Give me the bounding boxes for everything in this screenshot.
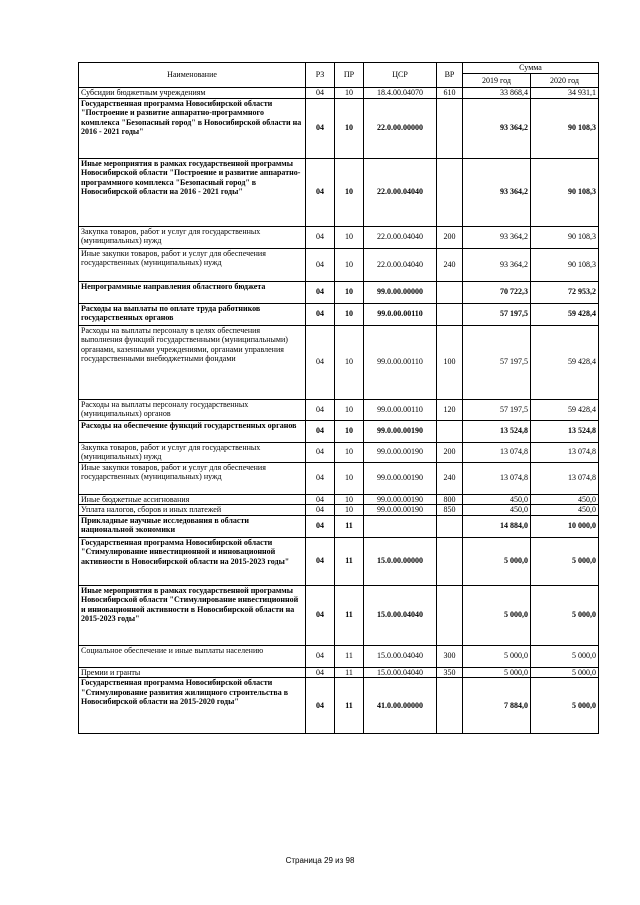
row-sum-2020: 5 000,0 — [531, 645, 599, 667]
row-pr: 10 — [335, 420, 364, 442]
row-csr: 22.0.00.04040 — [364, 226, 437, 248]
row-sum-2019: 70 722,3 — [463, 281, 531, 303]
row-name: Иные закупки товаров, работ и услуг для обеспечения государственных (муниципальных) нужд — [79, 462, 306, 494]
table-row — [79, 442, 599, 462]
row-sum-2019: 450,0 — [463, 494, 531, 505]
row-vr — [437, 515, 463, 537]
row-pr: 10 — [335, 226, 364, 248]
row-sum-2020: 450,0 — [531, 505, 599, 516]
table-header — [79, 63, 599, 88]
row-vr — [437, 585, 463, 645]
row-pr: 10 — [335, 158, 364, 226]
row-rz: 04 — [306, 88, 335, 99]
row-sum-2019: 5 000,0 — [463, 585, 531, 645]
row-sum-2019: 57 197,5 — [463, 399, 531, 420]
row-csr: 99.0.00.00190 — [364, 442, 437, 462]
row-name: Социальное обеспечение и иные выплаты населению — [79, 645, 306, 667]
row-pr: 11 — [335, 667, 364, 678]
header-2019: 2019 год — [463, 74, 531, 88]
row-pr: 10 — [335, 505, 364, 516]
row-name: Расходы на обеспечение функций государственных органов — [79, 420, 306, 442]
table-row — [79, 98, 599, 158]
header-sum: Сумма — [463, 63, 599, 74]
row-rz: 04 — [306, 303, 335, 325]
table-row — [79, 325, 599, 399]
row-sum-2020: 13 074,8 — [531, 442, 599, 462]
row-vr: 200 — [437, 226, 463, 248]
row-sum-2020: 5 000,0 — [531, 667, 599, 678]
row-csr: 99.0.00.00000 — [364, 281, 437, 303]
row-vr: 200 — [437, 442, 463, 462]
row-pr: 10 — [335, 494, 364, 505]
row-sum-2020: 5 000,0 — [531, 537, 599, 585]
row-csr: 15.0.00.04040 — [364, 645, 437, 667]
row-name: Непрограммные направления областного бюджета — [79, 281, 306, 303]
table-row — [79, 678, 599, 734]
row-name: Государственная программа Новосибирской области "Стимулирование развития жилищного строительства в Новосибирской области на 2015-2020 годы" — [79, 678, 306, 734]
table-row — [79, 505, 599, 516]
row-csr: 22.0.00.00000 — [364, 98, 437, 158]
row-csr: 99.0.00.00190 — [364, 420, 437, 442]
row-sum-2020: 59 428,4 — [531, 303, 599, 325]
row-sum-2020: 34 931,1 — [531, 88, 599, 99]
row-vr — [437, 303, 463, 325]
table-row — [79, 281, 599, 303]
row-sum-2020: 13 074,8 — [531, 462, 599, 494]
row-rz: 04 — [306, 505, 335, 516]
row-sum-2019: 7 884,0 — [463, 678, 531, 734]
row-vr — [437, 98, 463, 158]
row-rz: 04 — [306, 462, 335, 494]
row-vr — [437, 281, 463, 303]
header-2020: 2020 год — [531, 74, 599, 88]
row-vr: 850 — [437, 505, 463, 516]
row-vr — [437, 158, 463, 226]
header-name: Наименование — [79, 63, 306, 88]
table-row — [79, 515, 599, 537]
row-vr: 800 — [437, 494, 463, 505]
row-sum-2020: 90 108,3 — [531, 248, 599, 281]
table-row — [79, 226, 599, 248]
row-csr: 15.0.00.04040 — [364, 585, 437, 645]
row-pr: 10 — [335, 281, 364, 303]
row-name: Субсидии бюджетным учреждениям — [79, 88, 306, 99]
table-row — [79, 494, 599, 505]
row-csr: 22.0.00.04040 — [364, 248, 437, 281]
row-name: Иные бюджетные ассигнования — [79, 494, 306, 505]
row-sum-2019: 14 884,0 — [463, 515, 531, 537]
row-name: Уплата налогов, сборов и иных платежей — [79, 505, 306, 516]
row-rz: 04 — [306, 281, 335, 303]
header-pr: ПР — [335, 63, 364, 88]
row-pr: 11 — [335, 515, 364, 537]
row-vr: 300 — [437, 645, 463, 667]
row-pr: 10 — [335, 303, 364, 325]
row-rz: 04 — [306, 645, 335, 667]
row-csr: 22.0.00.04040 — [364, 158, 437, 226]
row-csr: 99.0.00.00110 — [364, 303, 437, 325]
row-name: Расходы на выплаты по оплате труда работников государственных органов — [79, 303, 306, 325]
row-name: Иные закупки товаров, работ и услуг для обеспечения государственных (муниципальных) нужд — [79, 248, 306, 281]
row-rz: 04 — [306, 442, 335, 462]
table-body — [79, 88, 599, 734]
row-pr: 10 — [335, 325, 364, 399]
row-sum-2020: 90 108,3 — [531, 226, 599, 248]
page-footer: Страница 29 из 98 — [285, 856, 355, 865]
row-vr: 100 — [437, 325, 463, 399]
row-csr: 99.0.00.00190 — [364, 494, 437, 505]
row-pr: 11 — [335, 645, 364, 667]
budget-table — [78, 62, 599, 734]
row-csr: 15.0.00.04040 — [364, 667, 437, 678]
table-row — [79, 462, 599, 494]
row-pr: 10 — [335, 442, 364, 462]
row-sum-2019: 13 074,8 — [463, 442, 531, 462]
row-vr — [437, 537, 463, 585]
row-sum-2020: 59 428,4 — [531, 399, 599, 420]
row-sum-2019: 13 074,8 — [463, 462, 531, 494]
row-pr: 10 — [335, 248, 364, 281]
row-name: Иные мероприятия в рамках государственной программы Новосибирской области "Построение и развитие аппаратно-программного комплекса "Безопасный город" в Новосибирской области на 2016 - 2021 годы" — [79, 158, 306, 226]
row-csr: 15.0.00.00000 — [364, 537, 437, 585]
table-row — [79, 585, 599, 645]
table-row — [79, 248, 599, 281]
row-sum-2020: 5 000,0 — [531, 585, 599, 645]
row-name: Расходы на выплаты персоналу в целях обеспечения выполнения функций государственными (муниципальными) органами, казенными учреждениями, органами управления государственными внебюджетными фондами — [79, 325, 306, 399]
row-rz: 04 — [306, 98, 335, 158]
row-sum-2019: 5 000,0 — [463, 667, 531, 678]
table-row — [79, 88, 599, 99]
row-sum-2020: 72 953,2 — [531, 281, 599, 303]
row-rz: 04 — [306, 226, 335, 248]
row-pr: 10 — [335, 462, 364, 494]
row-sum-2019: 57 197,5 — [463, 325, 531, 399]
row-sum-2019: 93 364,2 — [463, 98, 531, 158]
row-vr: 610 — [437, 88, 463, 99]
row-sum-2019: 57 197,5 — [463, 303, 531, 325]
table-row — [79, 667, 599, 678]
row-sum-2019: 450,0 — [463, 505, 531, 516]
row-sum-2019: 13 524,8 — [463, 420, 531, 442]
row-vr: 240 — [437, 248, 463, 281]
row-csr: 99.0.00.00190 — [364, 462, 437, 494]
row-rz: 04 — [306, 678, 335, 734]
row-sum-2019: 5 000,0 — [463, 537, 531, 585]
row-name: Премии и гранты — [79, 667, 306, 678]
row-sum-2020: 13 524,8 — [531, 420, 599, 442]
row-name: Закупка товаров, работ и услуг для государственных (муниципальных) нужд — [79, 442, 306, 462]
row-pr: 11 — [335, 678, 364, 734]
row-rz: 04 — [306, 537, 335, 585]
row-vr — [437, 678, 463, 734]
row-csr: 99.0.00.00110 — [364, 399, 437, 420]
table-row — [79, 158, 599, 226]
row-sum-2020: 59 428,4 — [531, 325, 599, 399]
row-name: Закупка товаров, работ и услуг для государственных (муниципальных) нужд — [79, 226, 306, 248]
row-sum-2019: 33 868,4 — [463, 88, 531, 99]
row-vr: 120 — [437, 399, 463, 420]
row-sum-2020: 5 000,0 — [531, 678, 599, 734]
row-rz: 04 — [306, 494, 335, 505]
table-row — [79, 303, 599, 325]
row-csr: 18.4.00.04070 — [364, 88, 437, 99]
row-sum-2020: 90 108,3 — [531, 158, 599, 226]
row-pr: 11 — [335, 585, 364, 645]
row-sum-2020: 450,0 — [531, 494, 599, 505]
row-rz: 04 — [306, 420, 335, 442]
row-sum-2019: 93 364,2 — [463, 226, 531, 248]
row-pr: 10 — [335, 399, 364, 420]
row-sum-2020: 90 108,3 — [531, 98, 599, 158]
row-name: Государственная программа Новосибирской области "Построение и развитие аппаратно-программного комплекса "Безопасный город" в Новосибирской области на 2016 - 2021 годы" — [79, 98, 306, 158]
row-rz: 04 — [306, 667, 335, 678]
row-vr — [437, 420, 463, 442]
row-rz: 04 — [306, 585, 335, 645]
row-name: Расходы на выплаты персоналу государственных (муниципальных) органов — [79, 399, 306, 420]
row-csr: 99.0.00.00110 — [364, 325, 437, 399]
row-rz: 04 — [306, 325, 335, 399]
table-row — [79, 537, 599, 585]
row-pr: 11 — [335, 537, 364, 585]
row-rz: 04 — [306, 158, 335, 226]
row-csr: 41.0.00.00000 — [364, 678, 437, 734]
row-name: Прикладные научные исследования в области национальной экономики — [79, 515, 306, 537]
row-name: Государственная программа Новосибирской области "Стимулирование инвестиционной и инновационной активности в Новосибирской области на 2015-2023 годы" — [79, 537, 306, 585]
row-csr: 99.0.00.00190 — [364, 505, 437, 516]
row-vr: 350 — [437, 667, 463, 678]
header-vr: ВР — [437, 63, 463, 88]
table-row — [79, 399, 599, 420]
row-rz: 04 — [306, 399, 335, 420]
row-pr: 10 — [335, 88, 364, 99]
row-vr: 240 — [437, 462, 463, 494]
row-csr — [364, 515, 437, 537]
row-sum-2019: 5 000,0 — [463, 645, 531, 667]
row-name: Иные мероприятия в рамках государственной программы Новосибирской области "Стимулирование инвестиционной и инновационной активности в Новосибирской области на 2015-2023 годы" — [79, 585, 306, 645]
header-csr: ЦСР — [364, 63, 437, 88]
row-rz: 04 — [306, 248, 335, 281]
row-sum-2020: 10 000,0 — [531, 515, 599, 537]
header-rz: РЗ — [306, 63, 335, 88]
row-rz: 04 — [306, 515, 335, 537]
row-pr: 10 — [335, 98, 364, 158]
row-sum-2019: 93 364,2 — [463, 158, 531, 226]
table-row — [79, 420, 599, 442]
row-sum-2019: 93 364,2 — [463, 248, 531, 281]
table-row — [79, 645, 599, 667]
